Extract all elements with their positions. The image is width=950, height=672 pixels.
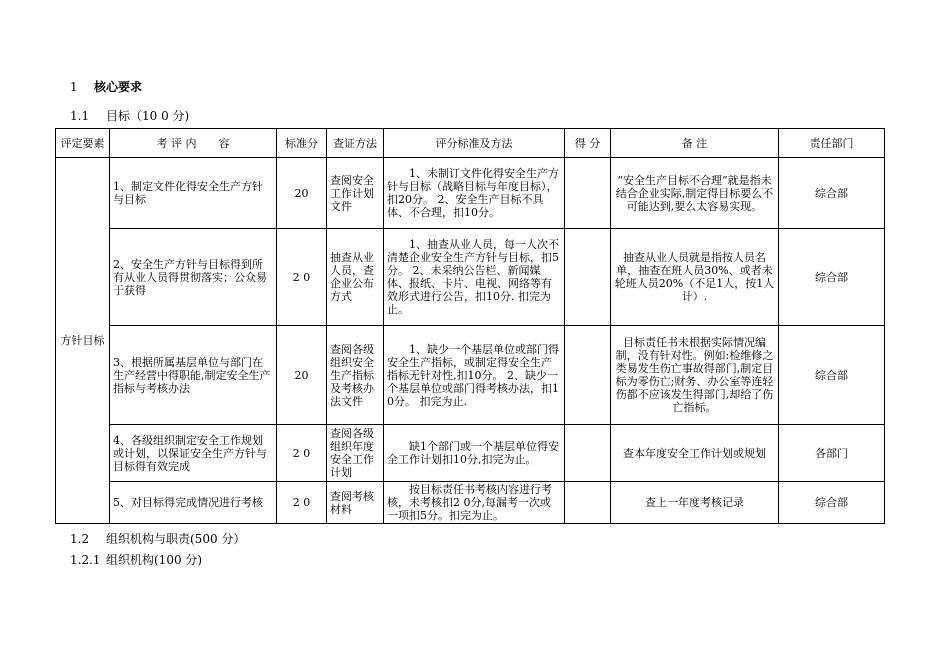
table-row	[56, 425, 885, 482]
content-cell: 2、安全生产方针与目标得到所有从业人员得贯彻落实；公众易于获得	[110, 229, 277, 326]
section-number: 1	[70, 80, 78, 94]
criteria-cell: 缺1个部门或一个基层单位得安全工作计划扣10分,扣完为止。	[384, 425, 565, 482]
section-heading-1-2	[70, 530, 245, 547]
method-cell: 抽查从业人员，查企业公布方式	[327, 229, 384, 326]
remarks-cell: 抽查从业人员就是指按人员名单，抽查在班人员30%、或者未轮班人员20%（不足1人，按1人计）.	[611, 229, 779, 326]
criteria-cell: 按目标责任书考核内容进行考核，未考核扣2 0分,每漏考一次或一项扣5分。扣完为止。	[384, 482, 565, 524]
standard-score-cell: 2 0	[277, 425, 327, 482]
criteria-cell: 1、缺少一个基层单位或部门得安全生产指标，或制定得安全生产指标无针对性,扣10分。 2、缺少一个基层单位或部门得考核办法，扣1 0分。 扣完为止.	[384, 326, 565, 425]
department-cell: 各部门	[779, 425, 885, 482]
remarks-cell: 查本年度安全工作计划或规划	[611, 425, 779, 482]
method-cell: 查阅考核材料	[327, 482, 384, 524]
standard-score-cell: 2 0	[277, 229, 327, 326]
department-cell: 综合部	[779, 482, 885, 524]
remarks-cell: 目标责任书未根据实际情况编制，没有针对性。例如:检维修之类易发生伤亡事故得部门,制定目标为零伤亡;财务、办公室等连轻伤都不应该发生得部门,却给了伤亡指标。	[611, 326, 779, 425]
section-heading-1-2-1	[70, 551, 202, 568]
standard-score-cell: 20	[277, 326, 327, 425]
header-content: 考 评 内 容	[110, 129, 277, 158]
content-cell: 4、各级组织制定安全工作规划或计划，以保证安全生产方针与目标得有效完成	[110, 425, 277, 482]
section-number: 1.1	[70, 109, 90, 123]
section-title: 组织机构(100 分)	[106, 553, 203, 567]
remarks-cell: 查上一年度考核记录	[611, 482, 779, 524]
standard-score-cell: 2 0	[277, 482, 327, 524]
section-title: 组织机构与职责(500 分）	[106, 532, 246, 546]
content-cell: 5、对目标得完成情况进行考核	[110, 482, 277, 524]
method-cell: 查阅各级组织年度安全工作计划	[327, 425, 384, 482]
section-title: 核心要求	[94, 80, 143, 94]
header-method: 查证方法	[327, 129, 384, 158]
section-title: 目标（10 0 分)	[106, 109, 190, 123]
criteria-cell: 1、未制订文件化得安全生产方针与目标（战略目标与年度目标），扣20分。 2、安全生产目标不具体、不合理，扣10分。	[384, 158, 565, 229]
table-row	[56, 158, 885, 229]
header-criteria: 评分标准及方法	[384, 129, 565, 158]
group-label: 方针目标	[56, 158, 110, 524]
header-remarks: 备 注	[611, 129, 779, 158]
content-cell: 3、根据所属基层单位与部门在生产经营中得职能,制定安全生产指标与考核办法	[110, 326, 277, 425]
header-department: 责任部门	[779, 129, 885, 158]
table-row	[56, 326, 885, 425]
score-cell	[565, 326, 611, 425]
header-score: 得 分	[565, 129, 611, 158]
score-cell	[565, 425, 611, 482]
standard-score-cell: 20	[277, 158, 327, 229]
department-cell: 综合部	[779, 326, 885, 425]
section-number: 1.2.1	[70, 553, 101, 567]
table-row	[56, 482, 885, 524]
score-cell	[565, 482, 611, 524]
criteria-cell: 1、抽查从业人员，每一人次不清楚企业安全生产方针与目标，扣5分。 2、未采纳公告栏、新闻媒体、报纸、卡片、电视、网络等有效形式进行公告，扣10分. 扣完为止。	[384, 229, 565, 326]
content-cell: 1、制定文件化得安全生产方针与目标	[110, 158, 277, 229]
header-element: 评定要素	[56, 129, 110, 158]
scoring-table	[55, 128, 885, 524]
score-cell	[565, 158, 611, 229]
department-cell: 综合部	[779, 158, 885, 229]
section-number: 1.2	[70, 532, 90, 546]
score-cell	[565, 229, 611, 326]
department-cell: 综合部	[779, 229, 885, 326]
section-heading-1-1	[70, 107, 189, 124]
header-standard-score: 标准分	[277, 129, 327, 158]
table-header-row	[56, 129, 885, 158]
section-heading-1	[70, 78, 142, 95]
remarks-cell: “安全生产目标不合理”就是指未结合企业实际,制定得目标要么不可能达到,要么太容易实现。	[611, 158, 779, 229]
method-cell: 查阅安全工作计划文件	[327, 158, 384, 229]
table-row	[56, 229, 885, 326]
method-cell: 查阅各级组织安全生产指标及考核办法文件	[327, 326, 384, 425]
